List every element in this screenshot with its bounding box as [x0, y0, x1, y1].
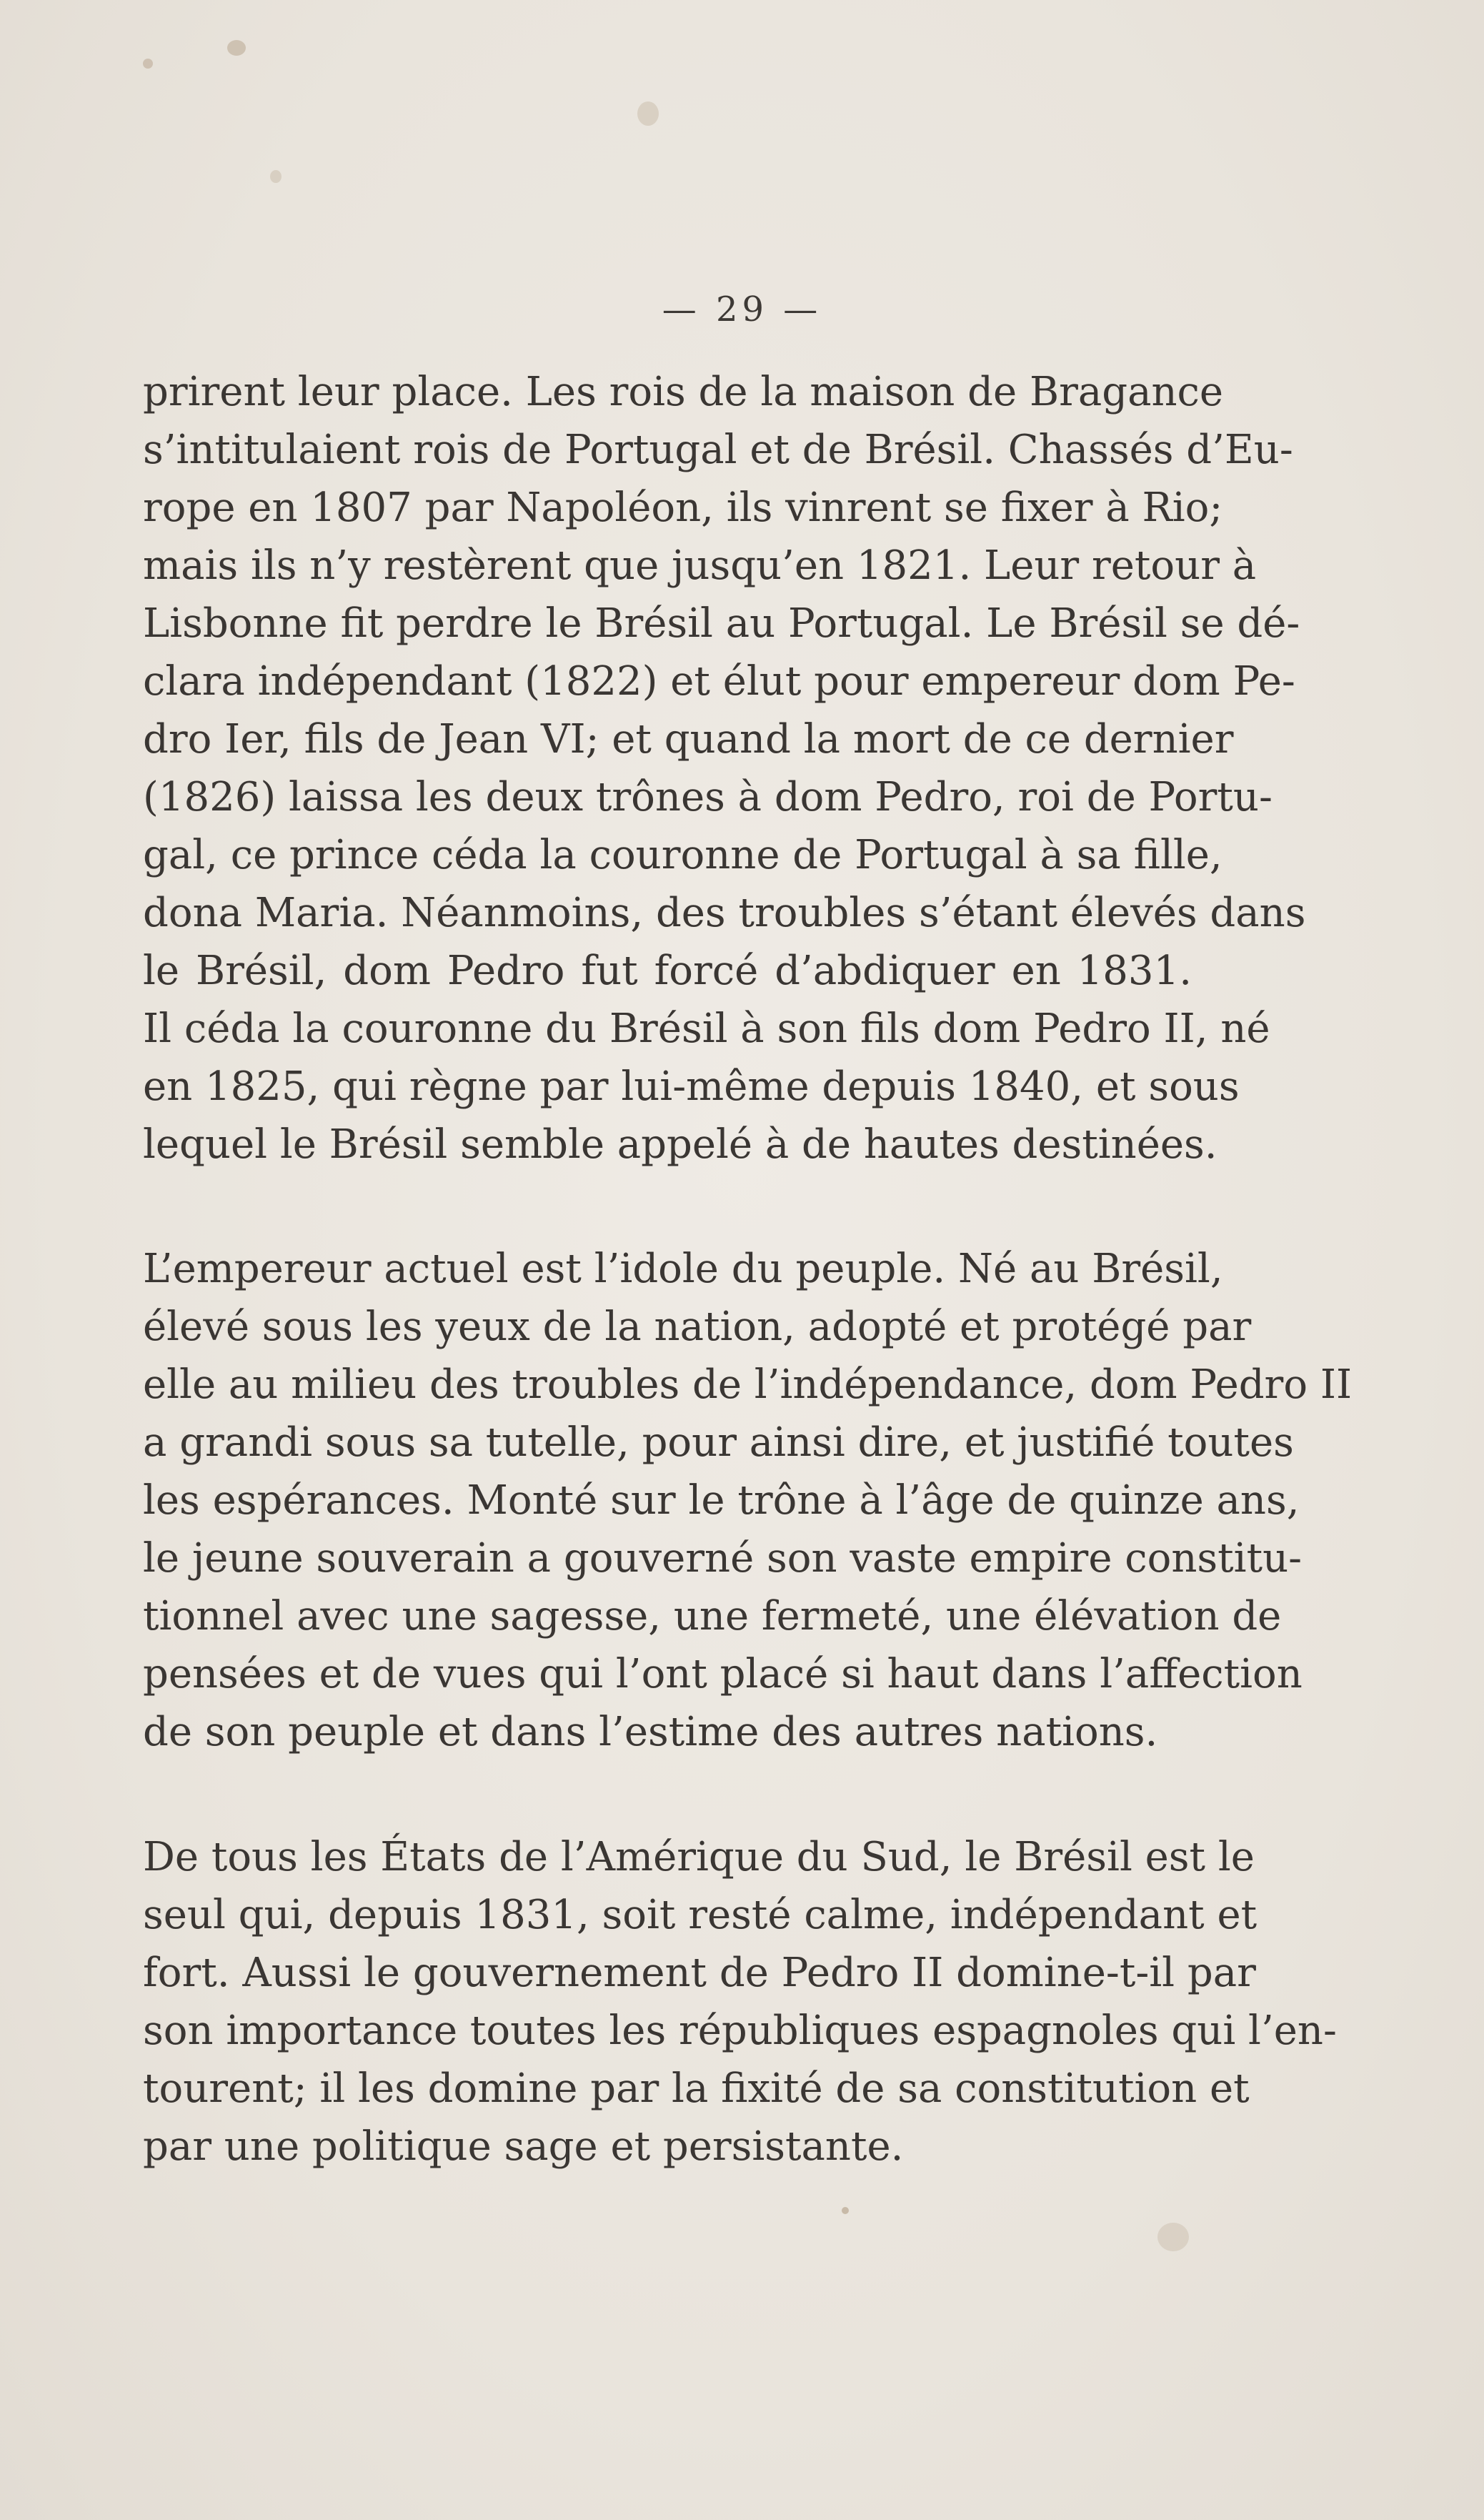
text-line: le Brésil, dom Pedro fut forcé d’abdiquer en 1831. [143, 948, 1192, 994]
text-line: élevé sous les yeux de la nation, adopté et protégé par [143, 1304, 1252, 1350]
text-line: fort. Aussi le gouvernement de Pedro II domine-t-il par [143, 1950, 1256, 1996]
text-line: rope en 1807 par Napoléon, ils vinrent se fixer à Rio; [143, 485, 1223, 531]
text-line: L’empereur actuel est l’idole du peuple. Né au Brésil, [143, 1246, 1223, 1292]
paragraph-2 [143, 1240, 1353, 1761]
text-line: (1826) laissa les deux trônes à dom Pedro, roi de Portu- [143, 774, 1273, 820]
paper-speck [637, 101, 659, 126]
text-line: elle au milieu des troubles de l’indépendance, dom Pedro II [143, 1361, 1353, 1408]
page-number: — 29 — [662, 289, 822, 329]
text-line: gal, ce prince céda la couronne de Portugal à sa fille, [143, 832, 1222, 878]
text-line: dro Ier, fils de Jean VI; et quand la mort de ce dernier [143, 716, 1234, 763]
text-line: pensées et de vues qui l’ont placé si haut dans l’affection [143, 1651, 1303, 1697]
text-line: a grandi sous sa tutelle, pour ainsi dire, et justifié toutes [143, 1419, 1294, 1466]
text-line: lequel le Brésil semble appelé à de hautes destinées. [143, 1121, 1217, 1168]
text-line: les espérances. Monté sur le trône à l’âge de quinze ans, [143, 1477, 1300, 1524]
text-line: seul qui, depuis 1831, soit resté calme, indépendant et [143, 1892, 1258, 1938]
paper-speck [227, 40, 246, 56]
text-line: tionnel avec une sagesse, une fermeté, une élévation de [143, 1593, 1282, 1640]
text-line: prirent leur place. Les rois de la maison de Bragance [143, 369, 1224, 415]
text-line: Il céda la couronne du Brésil à son fils dom Pedro II, né [143, 1006, 1270, 1052]
text-line: en 1825, qui règne par lui-même depuis 1840, et sous [143, 1063, 1240, 1110]
text-line: Lisbonne fit perdre le Brésil au Portugal. Le Brésil se dé- [143, 600, 1300, 647]
text-line: de son peuple et dans l’estime des autres nations. [143, 1709, 1158, 1755]
paper-speck [143, 59, 153, 69]
paper-speck [842, 2207, 849, 2214]
text-line: par une politique sage et persistante. [143, 2123, 904, 2170]
text-line: dona Maria. Néanmoins, des troubles s’étant élevés dans [143, 890, 1306, 936]
text-line: clara indépendant (1822) et élut pour empereur dom Pe- [143, 658, 1295, 705]
text-line: s’intitulaient rois de Portugal et de Brésil. Chassés d’Eu- [143, 427, 1293, 473]
text-line: De tous les États de l’Amérique du Sud, le Brésil est le [143, 1834, 1255, 1880]
paper-speck [270, 170, 282, 183]
text-line: mais ils n’y restèrent que jusqu’en 1821. Leur retour à [143, 542, 1257, 589]
paragraph-3 [143, 1828, 1337, 2176]
paper-speck [1157, 2223, 1189, 2251]
text-line: son importance toutes les républiques espagnoles qui l’en- [143, 2008, 1337, 2054]
text-line: le jeune souverain a gouverné son vaste empire constitu- [143, 1535, 1303, 1582]
paragraph-1 [143, 363, 1306, 1174]
text-line: tourent; il les domine par la fixité de sa constitution et [143, 2065, 1250, 2112]
